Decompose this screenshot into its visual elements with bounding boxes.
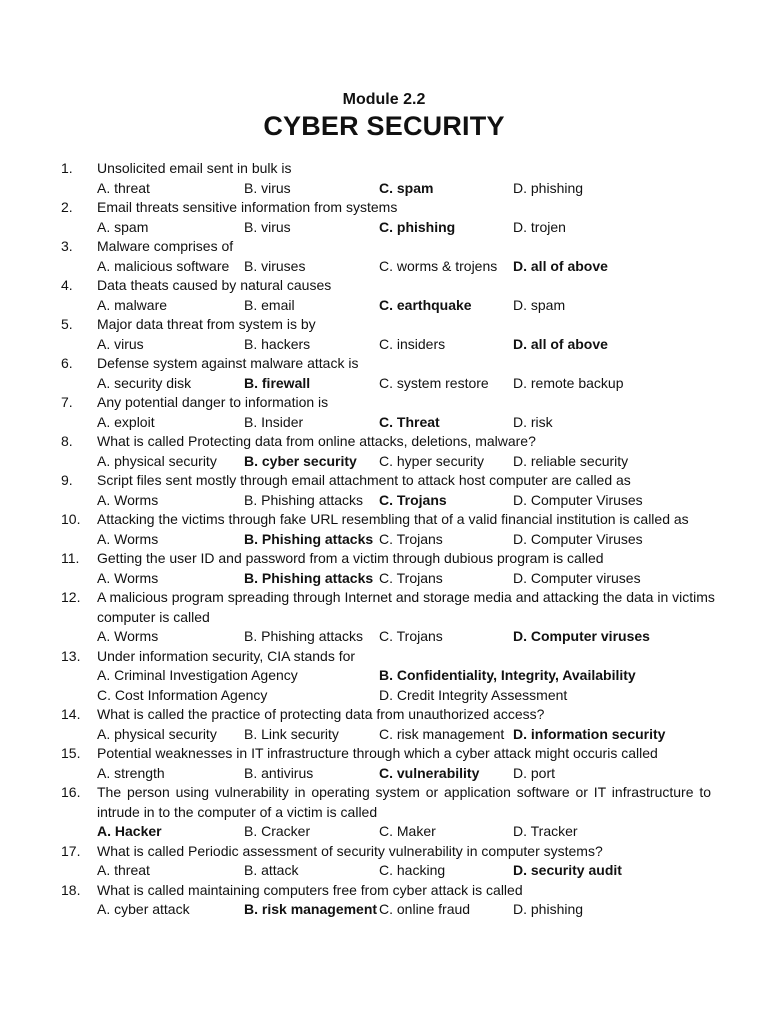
answer-option: A. physical security	[97, 725, 217, 742]
question-text: Data theats caused by natural causes	[97, 277, 332, 293]
answer-option: B. Confidentiality, Integrity, Availability	[379, 667, 636, 683]
question-item	[0, 647, 768, 706]
question-list	[0, 159, 768, 920]
options-row	[0, 491, 768, 511]
question-item	[0, 549, 768, 588]
question-text: What is called the practice of protecting data from unauthorized access?	[97, 706, 545, 722]
options-row	[0, 686, 768, 706]
question-number: 3.	[61, 238, 73, 254]
options-row	[0, 374, 768, 394]
question-line	[0, 354, 768, 374]
answer-option: A. Worms	[97, 491, 159, 508]
answer-option: D. all of above	[513, 335, 608, 352]
question-text: Under information security, CIA stands for	[97, 647, 356, 664]
answer-option: B. email	[244, 296, 295, 313]
answer-option: B. hackers	[244, 335, 311, 352]
answer-option: B. Phishing attacks	[244, 569, 374, 586]
answer-option: B. risk management	[244, 901, 378, 917]
answer-option: D. Credit Integrity Assessment	[379, 686, 568, 703]
question-number: 8.	[61, 433, 73, 449]
question-line	[0, 393, 768, 413]
answer-option: A. virus	[97, 335, 144, 352]
question-item	[0, 705, 768, 744]
answer-option: B. firewall	[244, 374, 311, 391]
question-text: What is called Protecting data from online attacks, deletions, malware?	[97, 433, 536, 449]
question-item	[0, 315, 768, 354]
answer-option: C. vulnerability	[379, 764, 480, 781]
answer-option: D. Computer Viruses	[513, 491, 643, 508]
answer-option: B. Phishing attacks	[244, 491, 364, 508]
answer-option: D. remote backup	[513, 374, 624, 391]
options-row	[0, 296, 768, 316]
answer-option: B. virus	[244, 218, 291, 235]
question-text: What is called Periodic assessment of security vulnerability in computer systems?	[97, 842, 603, 859]
answer-option: C. phishing	[379, 218, 456, 235]
answer-option: C. worms & trojens	[379, 257, 498, 274]
question-item	[0, 588, 768, 647]
options-row	[0, 530, 768, 550]
question-line	[0, 588, 768, 608]
options-row	[0, 822, 768, 842]
answer-option: C. Trojans	[379, 569, 443, 586]
answer-option: B. viruses	[244, 257, 306, 274]
options-row	[0, 335, 768, 355]
answer-option: A. malware	[97, 296, 168, 313]
question-line	[0, 647, 768, 667]
question-item	[0, 510, 768, 549]
answer-option: B. Link security	[244, 725, 339, 742]
options-row	[0, 257, 768, 277]
question-text: computer is called	[97, 608, 210, 625]
question-text: The person using vulnerability in operating system or application software or IT infrastructure to	[97, 784, 711, 800]
question-line	[0, 744, 768, 764]
question-line	[0, 803, 768, 823]
question-item	[0, 881, 768, 920]
answer-option: A. security disk	[97, 374, 192, 391]
question-text: Malware comprises of	[97, 238, 234, 254]
answer-option: D. Tracker	[513, 823, 578, 839]
answer-option: D. spam	[513, 296, 566, 313]
answer-option: A. exploit	[97, 413, 155, 430]
answer-option: A. threat	[97, 179, 150, 196]
question-line	[0, 881, 768, 901]
question-number: 5.	[61, 316, 73, 332]
question-text: Email threats sensitive information from systems	[97, 199, 398, 215]
question-text: Script files sent mostly through email attachment to attack host computer are called as	[97, 472, 631, 488]
options-row	[0, 666, 768, 686]
answer-option: C. risk management	[379, 725, 505, 742]
options-row	[0, 627, 768, 647]
answer-option: D. reliable security	[513, 452, 629, 469]
question-line	[0, 198, 768, 218]
answer-option: C. Trojans	[379, 530, 443, 547]
answer-option: B. Phishing attacks	[244, 628, 364, 644]
question-text: intrude in to the computer of a victim is called	[97, 803, 378, 820]
question-number: 12.	[61, 589, 81, 605]
options-row	[0, 764, 768, 784]
answer-option: D. phishing	[513, 901, 584, 917]
answer-option: C. Maker	[379, 823, 436, 839]
question-item	[0, 237, 768, 276]
question-item	[0, 783, 768, 842]
answer-option: A. Worms	[97, 569, 159, 586]
question-text: Potential weaknesses in IT infrastructure through which a cyber attack might occuris called	[97, 745, 658, 761]
answer-option: C. Threat	[379, 413, 440, 430]
options-row	[0, 413, 768, 433]
answer-option: C. spam	[379, 179, 434, 196]
answer-option: C. Trojans	[379, 628, 443, 644]
question-text: Attacking the victims through fake URL resembling that of a valid financial institution is called as	[97, 511, 689, 527]
answer-option: D. security audit	[513, 862, 622, 878]
answer-option: C. Cost Information Agency	[97, 686, 268, 703]
question-item	[0, 198, 768, 237]
question-line	[0, 315, 768, 335]
answer-option: A. physical security	[97, 452, 217, 469]
options-row	[0, 569, 768, 589]
question-number: 1.	[61, 160, 73, 176]
question-text: Major data threat from system is by	[97, 316, 316, 332]
answer-option: B. Insider	[244, 413, 304, 430]
question-line	[0, 705, 768, 725]
answer-option: D. Computer Viruses	[513, 530, 643, 547]
answer-option: A. Worms	[97, 530, 159, 547]
answer-option: D. Computer viruses	[513, 569, 641, 586]
question-number: 14.	[61, 706, 81, 722]
question-number: 16.	[61, 784, 81, 800]
question-number: 18.	[61, 881, 81, 898]
question-line	[0, 842, 768, 862]
options-row	[0, 725, 768, 745]
answer-option: D. trojen	[513, 218, 566, 235]
answer-option: A. Hacker	[97, 823, 162, 839]
answer-option: D. risk	[513, 413, 553, 430]
answer-option: C. insiders	[379, 335, 446, 352]
question-number: 6.	[61, 355, 73, 371]
answer-option: A. spam	[97, 218, 149, 235]
question-item	[0, 842, 768, 881]
question-line	[0, 471, 768, 491]
question-number: 11.	[61, 550, 80, 566]
module-number: Module 2.2	[342, 91, 426, 108]
answer-option: C. system restore	[379, 374, 489, 391]
page-title: CYBER SECURITY	[263, 111, 505, 141]
question-item	[0, 354, 768, 393]
question-line	[0, 432, 768, 452]
options-row	[0, 218, 768, 238]
answer-option: C. hyper security	[379, 452, 485, 469]
question-item	[0, 393, 768, 432]
options-row	[0, 179, 768, 199]
answer-option: D. Computer viruses	[513, 628, 650, 644]
question-text: Unsolicited email sent in bulk is	[97, 160, 292, 176]
answer-option: B. Cracker	[244, 823, 311, 839]
answer-option: B. cyber security	[244, 452, 357, 469]
answer-option: C. online fraud	[379, 901, 471, 917]
answer-option: D. port	[513, 764, 556, 781]
answer-option: A. cyber attack	[97, 901, 190, 917]
answer-option: C. hacking	[379, 862, 446, 878]
question-item	[0, 159, 768, 198]
answer-option: A. threat	[97, 862, 150, 878]
question-line	[0, 549, 768, 569]
answer-option: A. strength	[97, 764, 165, 781]
question-text: Getting the user ID and password from a victim through dubious program is called	[97, 550, 604, 566]
options-row	[0, 900, 768, 920]
options-row	[0, 861, 768, 881]
answer-option: C. earthquake	[379, 296, 472, 313]
question-item	[0, 471, 768, 510]
answer-option: B. antivirus	[244, 764, 314, 781]
question-item	[0, 432, 768, 471]
question-number: 15.	[61, 745, 81, 761]
question-line	[0, 276, 768, 296]
question-line	[0, 510, 768, 530]
answer-option: A. Criminal Investigation Agency	[97, 667, 298, 683]
answer-option: D. information security	[513, 725, 666, 742]
answer-option: D. all of above	[513, 257, 608, 274]
question-number: 7.	[61, 394, 73, 410]
question-number: 17.	[61, 842, 81, 859]
question-number: 9.	[61, 472, 73, 488]
question-text: What is called maintaining computers free from cyber attack is called	[97, 881, 523, 898]
question-text: Defense system against malware attack is	[97, 355, 359, 371]
answer-option: A. malicious software	[97, 257, 230, 274]
answer-option: D. phishing	[513, 179, 584, 196]
answer-option: B. Phishing attacks	[244, 530, 374, 547]
question-item	[0, 276, 768, 315]
answer-option: A. Worms	[97, 628, 159, 644]
answer-option: B. virus	[244, 179, 291, 196]
question-line	[0, 608, 768, 628]
question-number: 13.	[61, 647, 81, 664]
answer-option: C. Trojans	[379, 491, 447, 508]
question-line	[0, 237, 768, 257]
question-number: 10.	[61, 511, 81, 527]
question-item	[0, 744, 768, 783]
question-number: 4.	[61, 277, 73, 293]
question-text: Any potential danger to information is	[97, 394, 329, 410]
question-number: 2.	[61, 199, 73, 215]
question-line	[0, 159, 768, 179]
question-text: A malicious program spreading through Internet and storage media and attacking the data in victims	[97, 589, 715, 605]
options-row	[0, 452, 768, 472]
question-line	[0, 783, 768, 803]
answer-option: B. attack	[244, 862, 299, 878]
